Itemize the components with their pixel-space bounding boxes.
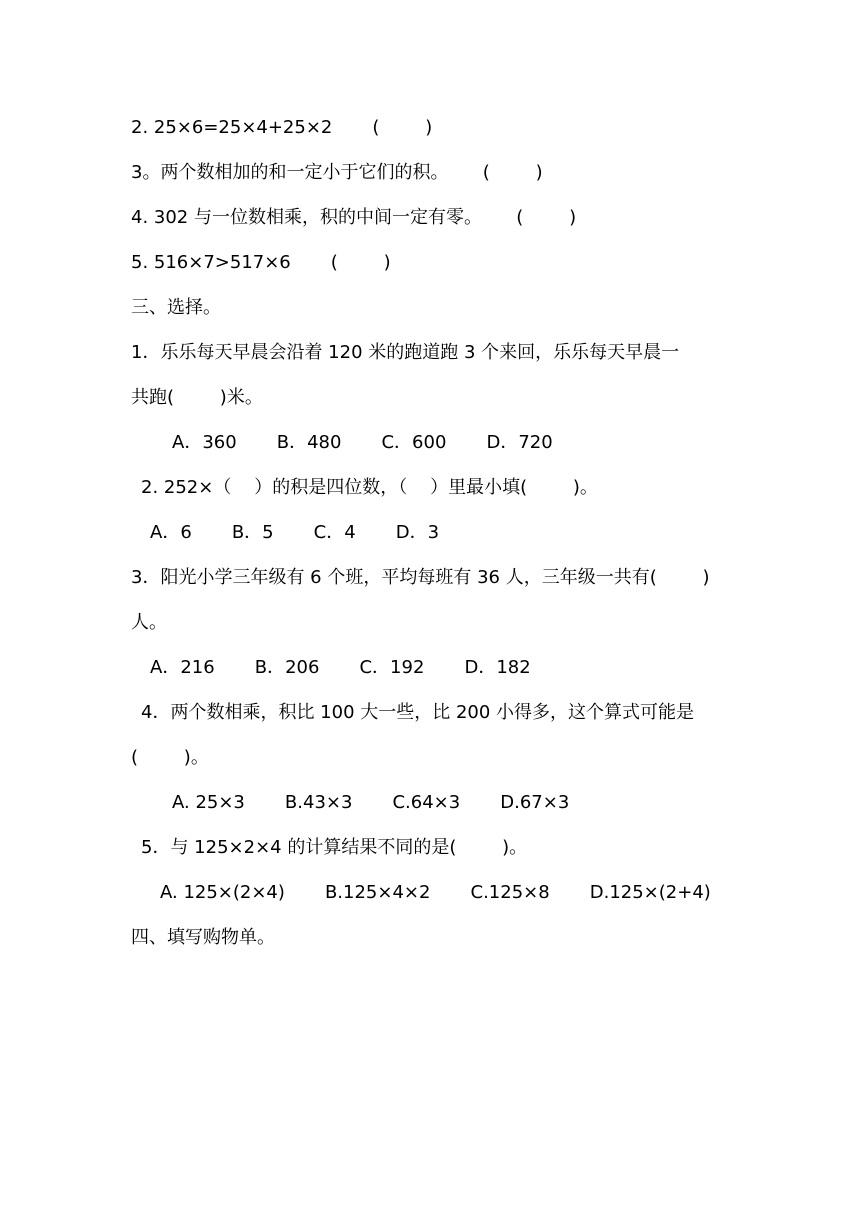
q5-options: A. 125×(2×4) B.125×4×2 C.125×8 D.125×(2+4) [160,882,711,903]
q4-line-2: ( )。 [131,747,209,768]
q3-line-2: 人。 [131,612,167,633]
section-heading-shopping: 四、填写购物单。 [131,927,275,948]
q4-line-1: 4．两个数相乘，积比 100 大一些，比 200 小得多，这个算式可能是 [141,702,695,723]
judge-item-4: 4. 302 与一位数相乘，积的中间一定有零。 ( ) [131,207,577,228]
q1-options: A．360 B．480 C．600 D．720 [172,432,553,453]
q4-options: A. 25×3 B.43×3 C.64×3 D.67×3 [172,792,570,813]
q1-line-1: 1．乐乐每天早晨会沿着 120 米的跑道跑 3 个来回，乐乐每天早晨一 [131,342,680,363]
q3-options: A．216 B．206 C．192 D．182 [150,657,531,678]
q2-line-1: 2. 252×（ ）的积是四位数，（ ）里最小填( )。 [141,477,598,498]
judge-item-3: 3。两个数相加的和一定小于它们的积。 ( ) [131,162,543,183]
q5-line-1: 5．与 125×2×4 的计算结果不同的是( )。 [141,837,528,858]
q3-line-1: 3．阳光小学三年级有 6 个班，平均每班有 36 人，三年级一共有( ) [131,567,710,588]
section-heading-choice: 三、选择。 [131,297,221,318]
judge-item-5: 5. 516×7>517×6 ( ) [131,252,391,273]
q1-line-2: 共跑( )米。 [131,387,263,408]
judge-item-2: 2. 25×6=25×4+25×2 ( ) [131,117,433,138]
q2-options: A．6 B．5 C．4 D．3 [150,522,440,543]
